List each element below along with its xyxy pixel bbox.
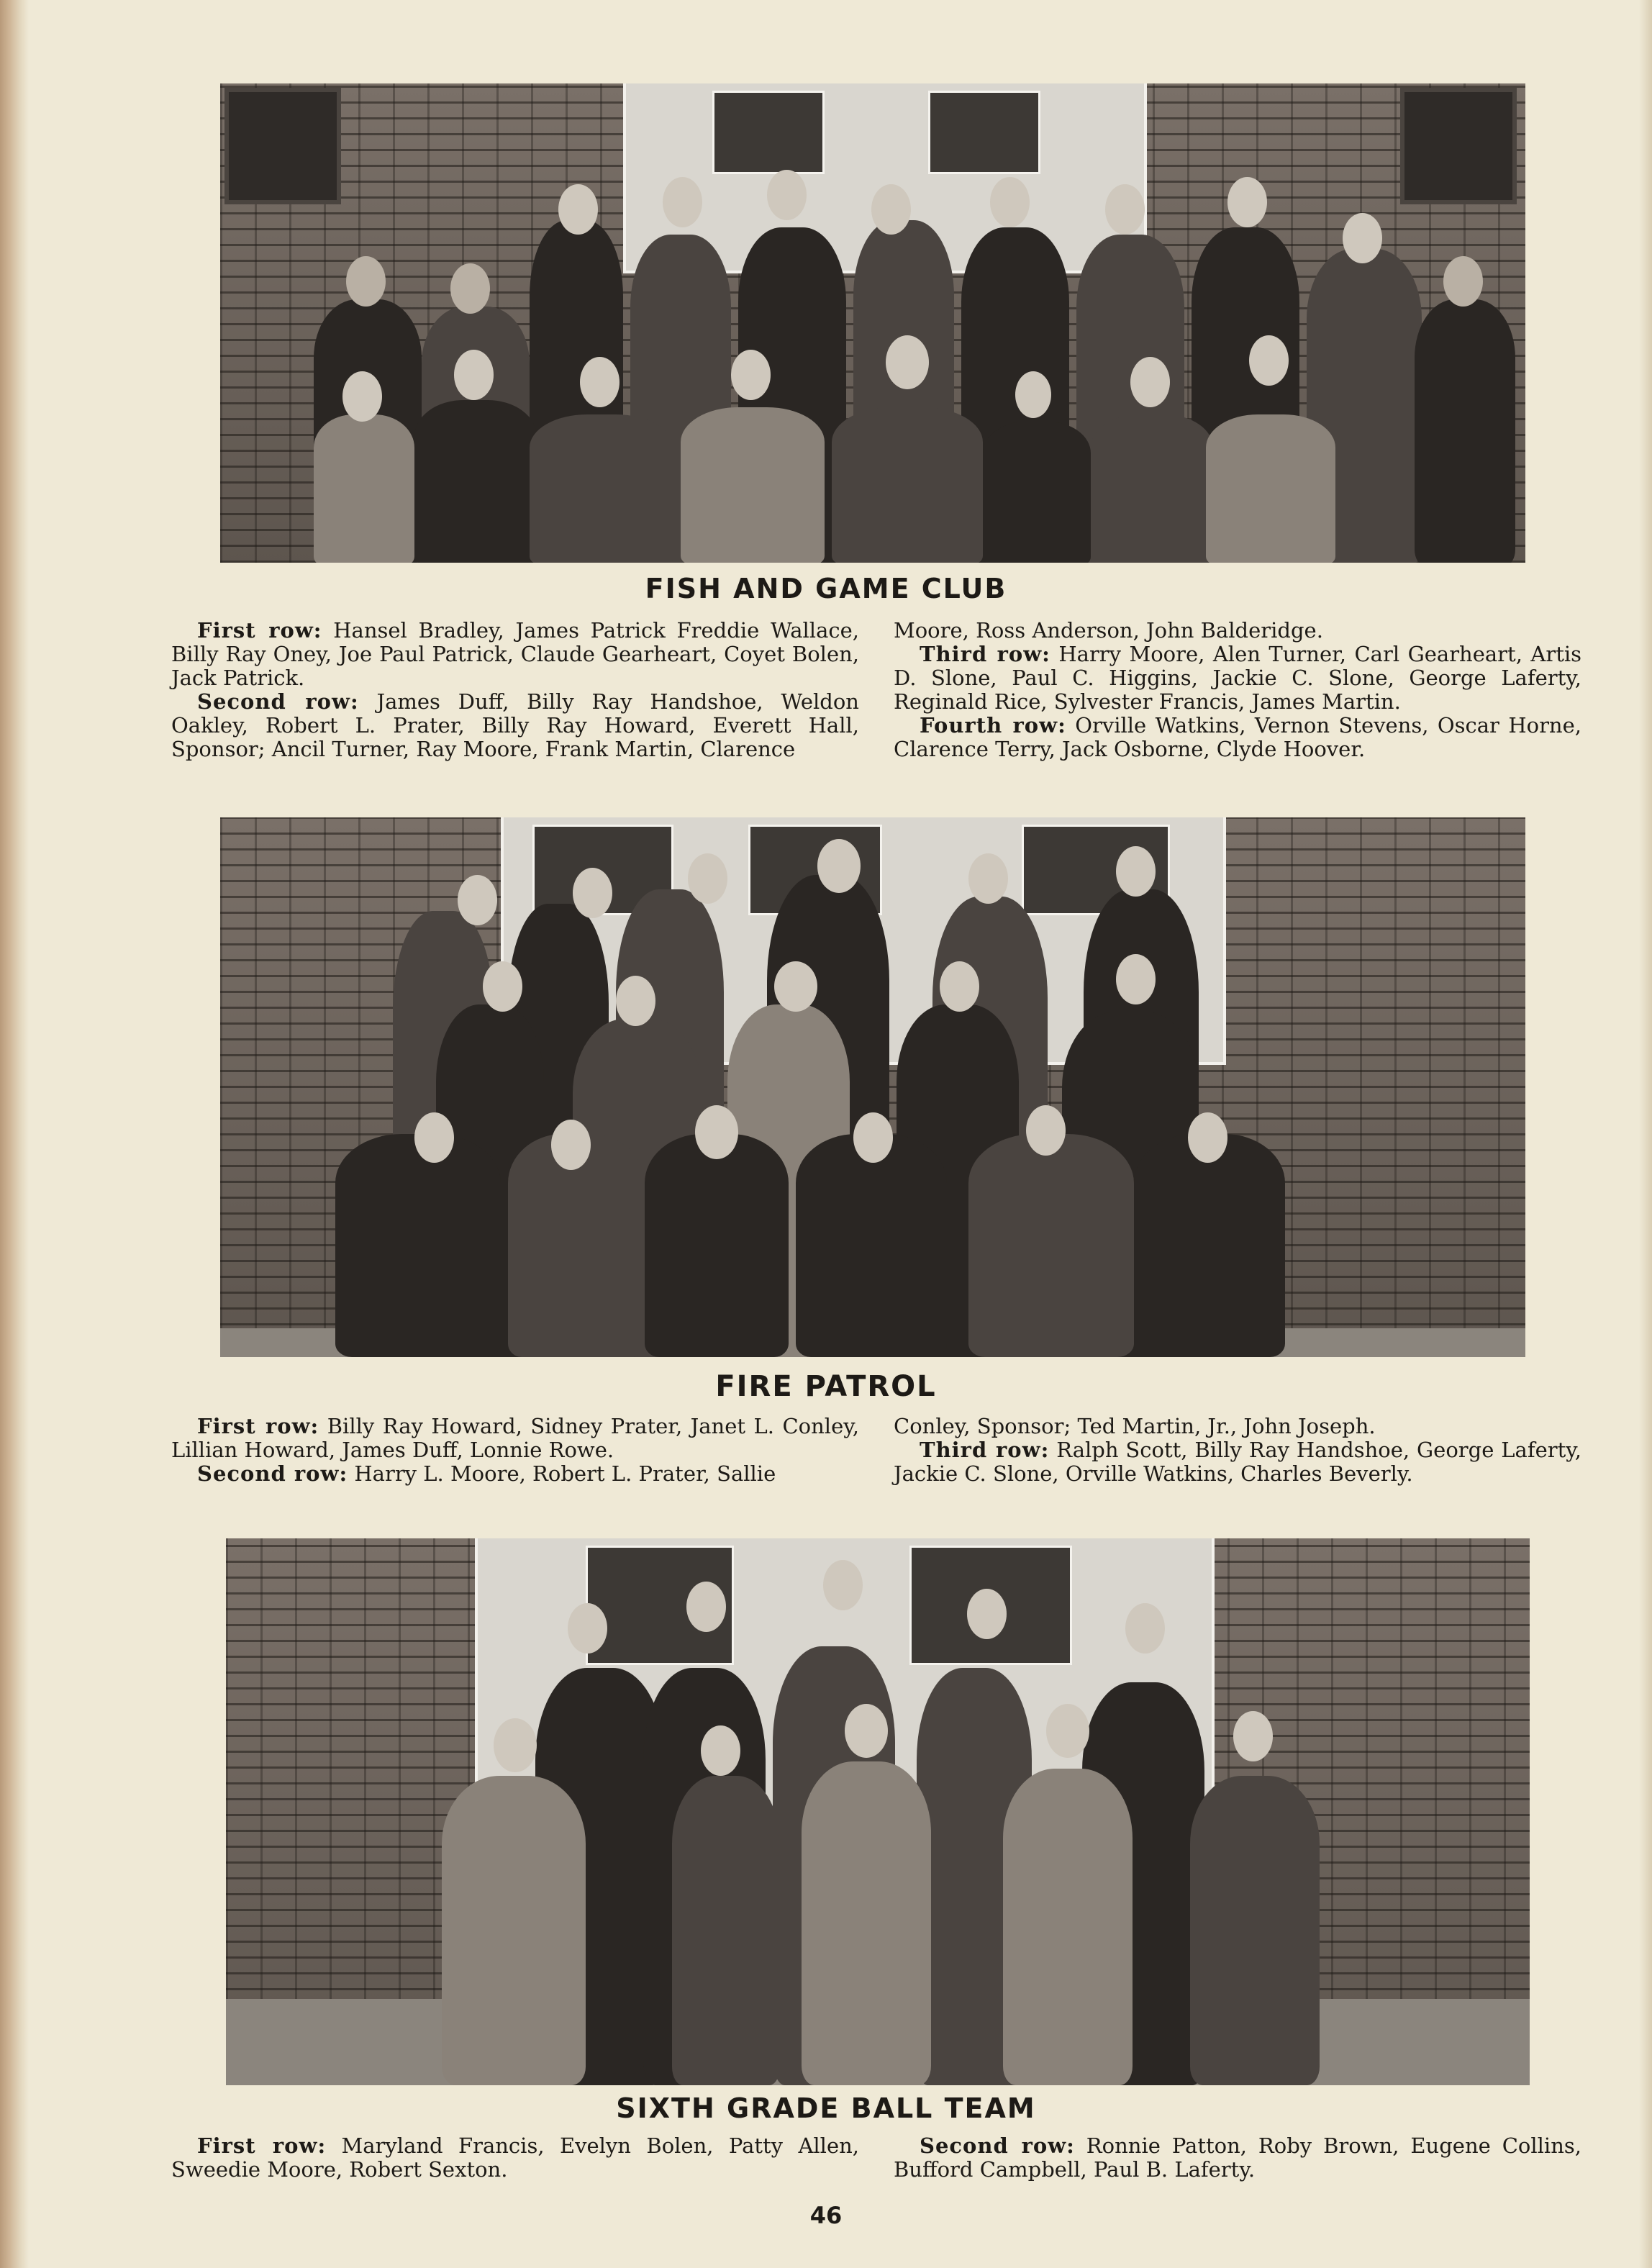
row-names: Harry Moore, Alen Turner, Carl Gearheart, Artis D. Slone, Paul C. Higgins, Jackie C. Slone, George Laferty, Reginald Rice, Sylvester Francis, James Martin. — [894, 642, 1582, 714]
page-binding-edge — [0, 0, 29, 2268]
row-names: Ralph Scott, Billy Ray Handshoe, George Laferty, Jackie C. Slone, Orville Watkins, Charles Beverly. — [894, 1438, 1581, 1486]
fire-patrol-photo — [220, 817, 1525, 1357]
caption-right-column — [894, 2134, 1581, 2182]
caption-row — [894, 1415, 1581, 1438]
row-names: Harry L. Moore, Robert L. Prater, Sallie — [348, 1461, 776, 1486]
caption-row — [171, 690, 859, 761]
fish-and-game-club-photo — [220, 83, 1525, 563]
row-label: Second row: — [197, 1461, 348, 1486]
caption-left-column — [171, 2134, 859, 2182]
row-label: Second row: — [920, 2133, 1075, 2158]
row-label: Third row: — [920, 642, 1050, 666]
row-names: Ronnie Patton, Roby Brown, Eugene Collins, Bufford Campbell, Paul B. Laferty. — [894, 2133, 1581, 2182]
section-title: SIXTH GRADE BALL TEAM — [616, 2092, 1036, 2124]
caption-left-column — [171, 1415, 859, 1486]
row-label: First row: — [197, 1414, 319, 1438]
caption-right-column — [894, 619, 1581, 761]
caption-left-column — [171, 619, 859, 761]
caption-row — [171, 619, 859, 690]
row-label: First row: — [197, 618, 322, 643]
row-names: Billy Ray Howard, Sidney Prater, Janet L. Conley, Lillian Howard, James Duff, Lonnie Rowe. — [171, 1414, 859, 1462]
caption-row — [894, 619, 1581, 643]
page-number: 46 — [809, 2202, 843, 2229]
caption-row — [894, 643, 1581, 714]
caption-row — [894, 2134, 1581, 2182]
row-names: Conley, Sponsor; Ted Martin, Jr., John Joseph. — [894, 1414, 1376, 1438]
caption-row — [171, 1462, 859, 1486]
section-title: FIRE PATROL — [715, 1370, 937, 1403]
caption-row — [171, 2134, 859, 2182]
row-names: Maryland Francis, Evelyn Bolen, Patty Allen, Sweedie Moore, Robert Sexton. — [171, 2133, 859, 2182]
row-label: Second row: — [197, 689, 359, 714]
sixth-grade-ball-team-photo — [226, 1538, 1530, 2085]
row-names: James Duff, Billy Ray Handshoe, Weldon Oakley, Robert L. Prater, Billy Ray Howard, Everett Hall, Sponsor; Ancil Turner, Ray Moore, Frank Martin, Clarence — [171, 689, 859, 761]
caption-right-column — [894, 1415, 1581, 1486]
caption-row — [894, 1438, 1581, 1486]
row-names: Moore, Ross Anderson, John Balderidge. — [894, 618, 1323, 643]
page-edge-shade — [1639, 0, 1652, 2268]
section-title: FISH AND GAME CLUB — [645, 573, 1007, 604]
row-label: First row: — [197, 2133, 327, 2158]
row-names: Hansel Bradley, James Patrick Freddie Wallace, Billy Ray Oney, Joe Paul Patrick, Claude Gearheart, Coyet Bolen, Jack Patrick. — [171, 618, 859, 690]
caption-row — [171, 1415, 859, 1462]
row-names: Orville Watkins, Vernon Stevens, Oscar Horne, Clarence Terry, Jack Osborne, Clyde Hoover. — [894, 713, 1581, 761]
caption-row — [894, 714, 1581, 761]
row-label: Third row: — [920, 1438, 1050, 1462]
row-label: Fourth row: — [920, 713, 1066, 738]
